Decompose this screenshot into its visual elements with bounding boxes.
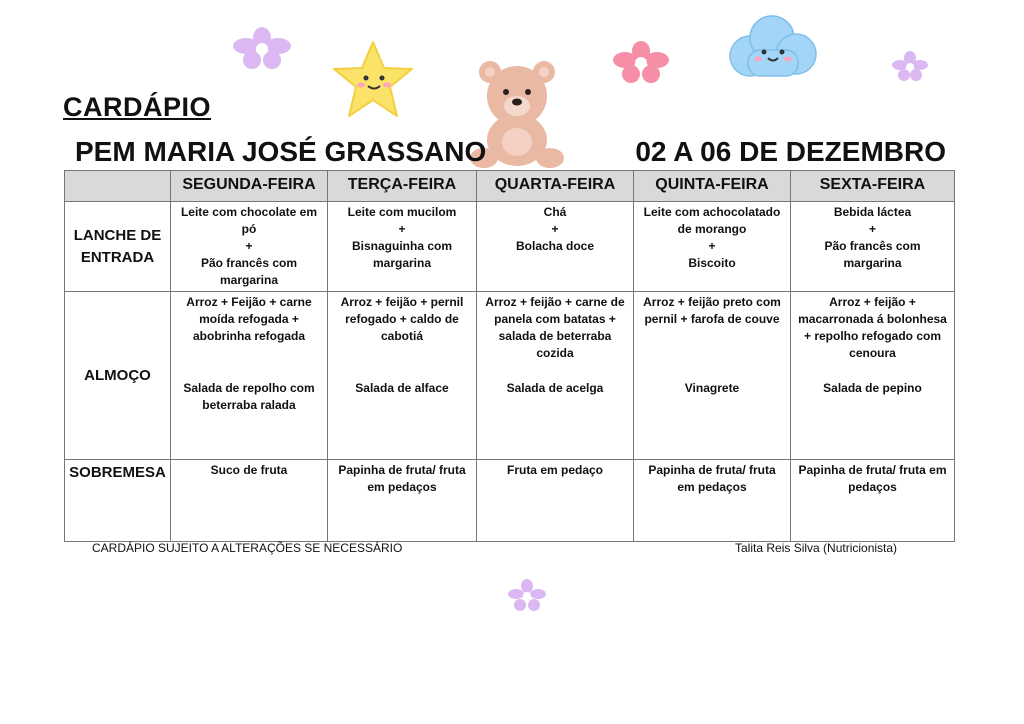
menu-line: Pão francês com (200, 256, 298, 270)
menu-line: + (551, 222, 559, 236)
day-header: SEXTA-FEIRA (791, 171, 955, 202)
nutritionist-signature: Talita Reis Silva (Nutricionista) (735, 541, 898, 555)
menu-table (64, 170, 955, 542)
menu-line: Leite com chocolate em (180, 205, 318, 219)
disclaimer-note: CARDÁPIO SUJEITO A ALTERAÇÕES SE NECESSÁRIO (92, 541, 403, 555)
menu-cell (328, 292, 477, 460)
menu-line: Leite com achocolatado (643, 205, 781, 219)
menu-line: Chá (543, 205, 567, 219)
menu-line: margarina (219, 273, 279, 287)
menu-line: Papinha de fruta/ fruta (338, 463, 466, 477)
menu-line: cozida (536, 346, 574, 360)
day-header: QUARTA-FEIRA (477, 171, 634, 202)
menu-line: Bebida láctea (833, 205, 912, 219)
menu-line: de morango (677, 222, 747, 236)
menu-line: Salada de acelga (506, 381, 604, 395)
menu-line: pó (241, 222, 257, 236)
menu-line: Suco de fruta (210, 463, 288, 477)
menu-line: + (398, 222, 406, 236)
menu-line: Arroz + feijão preto com (643, 295, 781, 309)
menu-line: margarina (843, 256, 902, 270)
menu-line: panela com batatas + (494, 312, 616, 326)
menu-cell (171, 202, 328, 292)
cloud-icon (724, 12, 820, 84)
day-header: TERÇA-FEIRA (328, 171, 477, 202)
menu-line: cabotiá (380, 329, 423, 343)
menu-line: Arroz + feijão + carne de (485, 295, 625, 309)
menu-line: abobrinha refogada (192, 329, 305, 343)
row-label-lanche: LANCHE DE ENTRADA (65, 202, 171, 292)
day-header: SEGUNDA-FEIRA (171, 171, 328, 202)
menu-line: Bisnaguinha com (351, 239, 452, 253)
menu-cell (791, 460, 955, 542)
menu-line: Arroz + feijão + pernil (340, 295, 464, 309)
menu-line: + (868, 222, 876, 236)
menu-line: Bolacha doce (515, 239, 595, 253)
menu-cell (791, 202, 955, 292)
menu-cell (328, 202, 477, 292)
menu-line: Salada de pepino (823, 381, 922, 395)
menu-cell (634, 460, 791, 542)
menu-cell (634, 292, 791, 460)
menu-line: + (245, 239, 253, 253)
menu-line: pernil + farofa de couve (644, 312, 780, 326)
star-icon (330, 38, 416, 120)
menu-cell (171, 292, 328, 460)
menu-line: Arroz + feijão + (829, 295, 916, 309)
table-row (65, 460, 955, 542)
date-range: 02 A 06 DE DEZEMBRO (635, 136, 946, 167)
menu-line: Papinha de fruta/ fruta (648, 463, 776, 477)
table-row (65, 292, 955, 460)
flower-icon (230, 26, 294, 72)
menu-line: refogado + caldo de (345, 312, 459, 326)
menu-line: beterraba ralada (202, 398, 296, 412)
page-title: CARDÁPIO (63, 92, 212, 122)
flower-icon (612, 40, 670, 86)
menu-cell (634, 202, 791, 292)
menu-line: Vinagrete (684, 381, 740, 395)
table-row (65, 202, 955, 292)
menu-line: Fruta em pedaço (506, 463, 604, 477)
menu-cell (477, 202, 634, 292)
day-header: QUINTA-FEIRA (634, 171, 791, 202)
menu-line: Salada de alface (355, 381, 449, 395)
menu-line: Salada de repolho com (183, 381, 315, 395)
menu-line: cenoura (849, 346, 896, 360)
menu-line: Arroz + Feijão + carne (186, 295, 312, 309)
menu-line: Biscoito (688, 256, 736, 270)
menu-line: em pedaços (367, 480, 437, 494)
menu-line: margarina (372, 256, 432, 270)
menu-cell (171, 460, 328, 542)
corner-cell (65, 171, 171, 202)
flower-icon (508, 578, 546, 614)
menu-line: moída refogada + (199, 312, 299, 326)
menu-line: pedaços (848, 480, 897, 494)
flower-icon (892, 50, 928, 84)
menu-cell (477, 460, 634, 542)
menu-line: em pedaços (677, 480, 747, 494)
menu-line: Papinha de fruta/ fruta em (798, 463, 947, 477)
school-name: PEM MARIA JOSÉ GRASSANO (75, 136, 487, 167)
table-header-row (65, 171, 955, 202)
menu-line: + (708, 239, 716, 253)
menu-line: Leite com mucilom (347, 205, 457, 219)
menu-cell (791, 292, 955, 460)
menu-line: macarronada á bolonhesa (798, 312, 947, 326)
menu-cell (328, 460, 477, 542)
menu-line: salada de beterraba (498, 329, 612, 343)
row-label-sobremesa: SOBREMESA (65, 460, 171, 542)
row-label-almoco: ALMOÇO (65, 292, 171, 460)
menu-line: Pão francês com (824, 239, 921, 253)
menu-line: + repolho refogado com (803, 329, 941, 343)
menu-cell (477, 292, 634, 460)
